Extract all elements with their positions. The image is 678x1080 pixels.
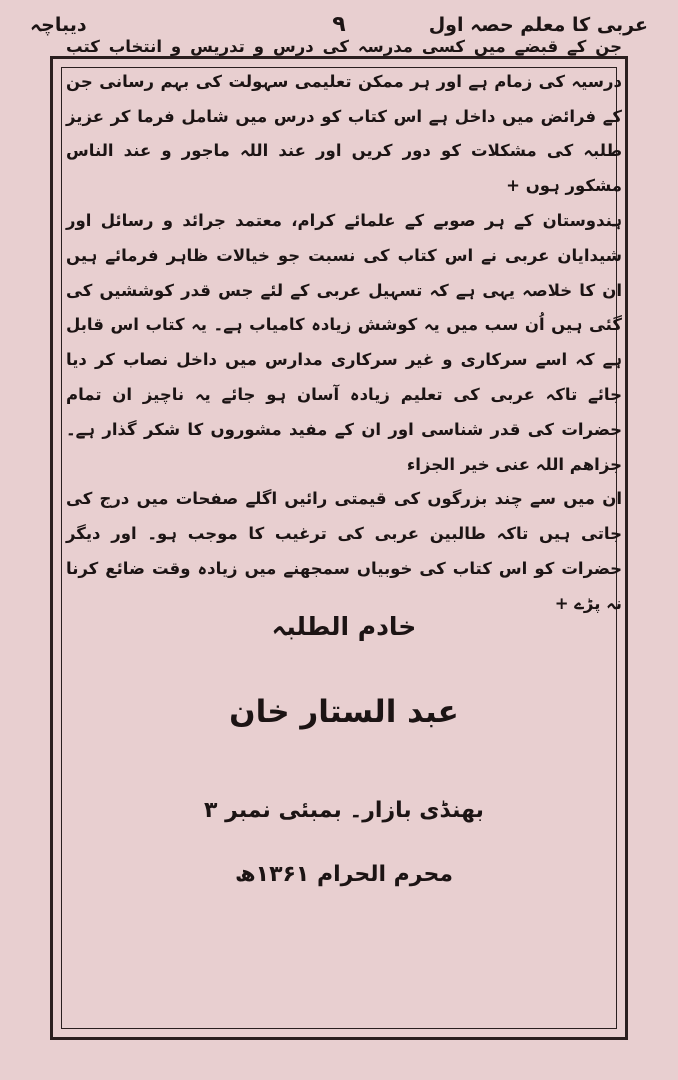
page-number: ۹ <box>332 12 346 37</box>
paragraph-3: ان میں سے چند بزرگوں کی قیمتی رائیں اگلے صفحات میں درج کی جاتی ہیں تاکہ طالبین عربی کی ترغیب کا موجب ہو۔ اور دیگر حضرات کو اس کتاب کی خوبیاں سمجھنے میں زیادہ وقت ضائع کرنا نہ پڑے + <box>66 489 622 613</box>
paragraph-2: ہندوستان کے ہر صوبے کے علمائے کرام، معتمد جرائد و رسائل اور شیدایان عربی نے اس کتاب کی نسبت جو خیالات ظاہر فرمائے ہیں ان کا خلاصہ یہی ہے کہ تسہیل عربی کے لئے جس قدر کوششیں کی گئی ہیں اُن سب میں یہ کوشش زیادہ کامیاب ہے۔ یہ کتاب اس قابل ہے کہ اسے سرکاری و غیر سرکاری مدارس میں داخل نصاب کر دیا جائے تاکہ عربی کی تعلیم زیادہ آسان ہو جائے یہ ناچیز ان تمام حضرات کی قدر شناسی اور ان کے مفید مشوروں کا شکر گذار ہے۔ جزاھم اللہ عنی خیر الجزاء <box>66 210 622 474</box>
section-title: دیباچہ <box>30 14 87 36</box>
author-address: بھنڈی بازار۔ بمبئی نمبر ۳ <box>204 798 484 823</box>
book-title: عربی کا معلم حصہ اول <box>428 14 648 36</box>
signature-title: خادم الطلبہ <box>271 612 417 641</box>
paragraph-1: جن کے قبضے میں کسی مدرسہ کی درس و تدریس و انتخاب کتب درسیہ کی زمام ہے اور ہر ممکن تعلیمی سہولت کی بہم رسانی جن کے فرائض میں داخل ہے اس کتاب کو درس میں شامل فرما کر عزیز طلبہ کی مشکلات کو دور کریں اور عند اللہ ماجور و عند الناس مشکور ہوں + <box>66 37 622 196</box>
signature-date: محرم الحرام ۱۳۶۱ھ <box>235 862 453 887</box>
author-name: عبد الستار خان <box>229 694 459 730</box>
preface-body <box>66 30 622 622</box>
